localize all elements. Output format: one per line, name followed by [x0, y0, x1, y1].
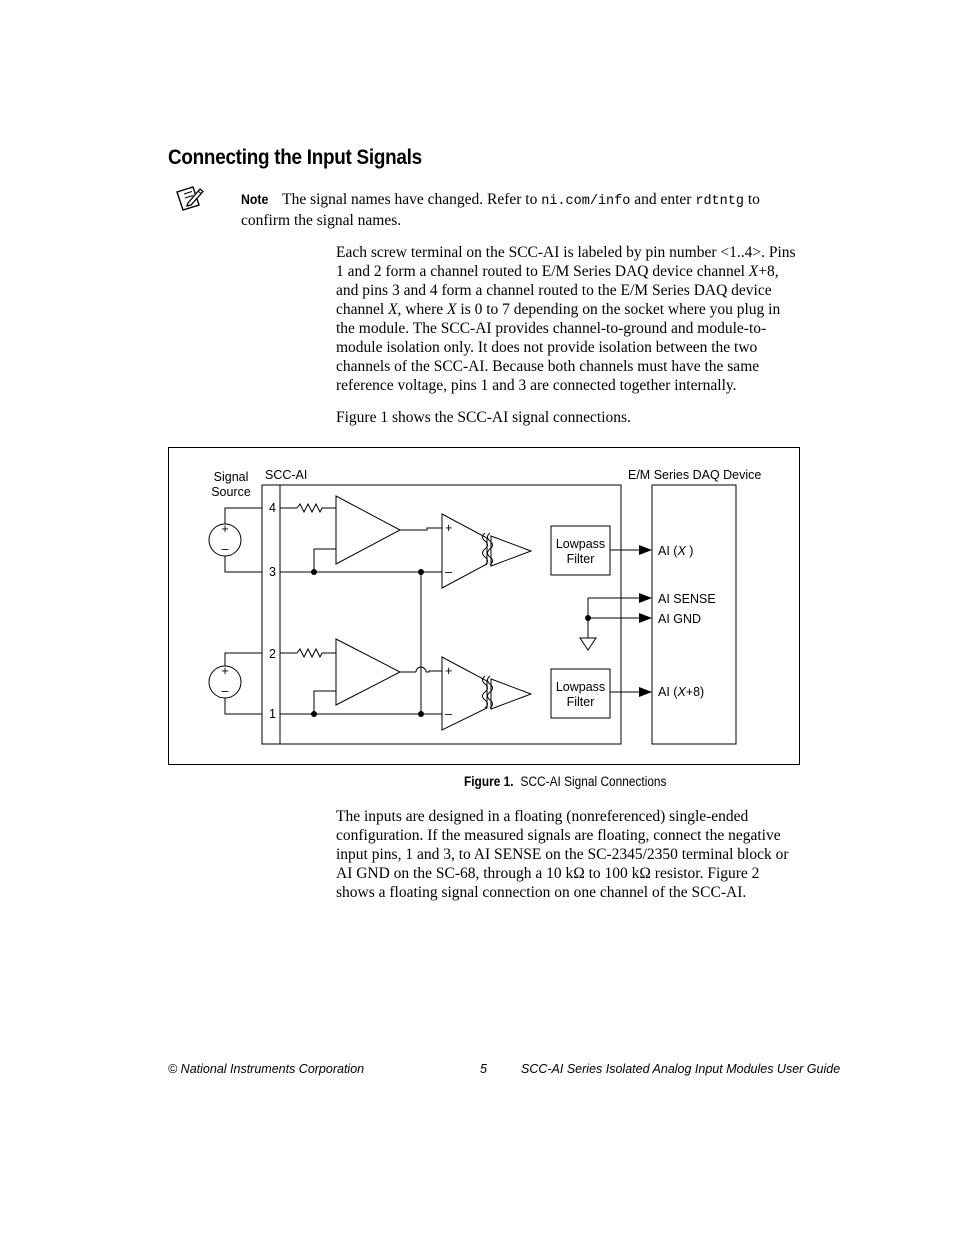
caption-text: SCC-AI Signal Connections [520, 774, 667, 789]
p1-text-3: , where [397, 301, 448, 318]
pin-1-label: 1 [269, 707, 276, 721]
arrow-ai-x [639, 545, 652, 555]
signal-source-label-1: Signal [213, 470, 249, 484]
iso-amp2-minus: – [445, 707, 452, 721]
source1-wire-bottom [225, 556, 262, 572]
ai-x-label: AI (X ) [658, 544, 694, 558]
body-paragraph-2: Figure 1 shows the SCC-AI signal connections. [336, 409, 631, 426]
note-code: rdtntg [695, 194, 744, 209]
footer-copyright: © National Instruments Corporation [168, 1062, 365, 1076]
signal-source-label-2: Source [211, 485, 251, 499]
filter2-label-2: Filter [566, 695, 595, 709]
p1-var-x-2: X [388, 301, 398, 318]
daq-device-label: E/M Series DAQ Device [628, 468, 762, 482]
section-heading: Connecting the Input Signals [168, 146, 422, 169]
amplifier-2 [336, 639, 400, 705]
p1-var-x-1: X [748, 263, 759, 280]
ai-x8-label: AI (X+8) [658, 685, 705, 699]
connection-diagram [169, 448, 799, 764]
scc-ai-label: SCC-AI [265, 468, 308, 482]
arrow-ai-gnd [639, 613, 652, 623]
p1-text-1: Each screw terminal on the SCC-AI is labeled by pin number <1..4>. Pins 1 and 2 form a channel routed to E/M Series DAQ device channel [336, 244, 796, 280]
note-text-middle: and enter [630, 191, 696, 208]
filter2-label-1: Lowpass [555, 680, 606, 694]
note-label: Note [241, 191, 269, 207]
buffer-2 [491, 679, 531, 709]
ground-symbol [580, 638, 596, 650]
buffer-1 [491, 536, 531, 566]
ai-gnd-label: AI GND [658, 612, 702, 626]
source2-wire-bottom [225, 698, 262, 714]
body-paragraph-3: The inputs are designed in a floating (nonreferenced) single-ended configuration. If the measured signals are floating, connect the negative input pins, 1 and 3, to AI SENSE on the SC-2345/2350 terminal block or AI GND on the SC-68, through a 10 kΩ to 100 kΩ resistor. Figure 2 shows a floating signal connection on one channel of the SCC-AI. [336, 808, 789, 901]
pin-3-label: 3 [269, 565, 276, 579]
arrow-ai-sense [639, 593, 652, 603]
note-text-before: The signal names have changed. Refer to [282, 191, 542, 208]
amplifier-1 [336, 496, 400, 564]
note-pencil-icon [174, 184, 206, 212]
caption-label: Figure 1. [464, 774, 514, 789]
note-url[interactable]: ni.com/info [541, 194, 631, 209]
filter1-label-1: Lowpass [555, 537, 606, 551]
source2-wire-top [225, 653, 262, 666]
filter1-label-2: Filter [566, 552, 595, 566]
footer-page-number: 5 [480, 1062, 487, 1076]
source1-minus: – [221, 542, 229, 556]
source1-wire-top [225, 508, 262, 524]
p1-text-4: is 0 to 7 depending on the socket where you plug in the module. The SCC-AI provides channel-to-ground and module-to-module isolation only. It does not provide isolation between the two channels of the SCC-AI. Because both channels must have the same reference voltage, pins 1 and 3 are connected together internally. [336, 301, 781, 394]
pin-4-label: 4 [269, 501, 276, 515]
note-block [241, 190, 801, 230]
source2-minus: – [221, 684, 229, 698]
signal-connections-figure [168, 447, 800, 765]
note-text-after: to confirm the signal names. [241, 191, 760, 229]
arrow-ai-x8 [639, 687, 652, 697]
resistor-1 [297, 504, 322, 512]
figure-caption [464, 774, 666, 789]
body-paragraph-1 [336, 243, 798, 395]
footer-guide-title: SCC-AI Series Isolated Analog Input Modules User Guide [521, 1062, 841, 1076]
iso-amp2-plus: + [445, 664, 453, 678]
p1-var-x-3: X [447, 301, 457, 318]
p1-text-2: +8, and pins 3 and 4 form a channel routed to the E/M Series DAQ device channel [336, 263, 779, 318]
ai-sense-label: AI SENSE [658, 592, 716, 606]
pin-2-label: 2 [269, 647, 276, 661]
iso-amp1-plus: + [445, 521, 453, 535]
source1-plus: + [221, 522, 229, 536]
iso-amp1-minus: – [445, 565, 452, 579]
resistor-2 [297, 649, 322, 657]
source2-plus: + [221, 664, 229, 678]
